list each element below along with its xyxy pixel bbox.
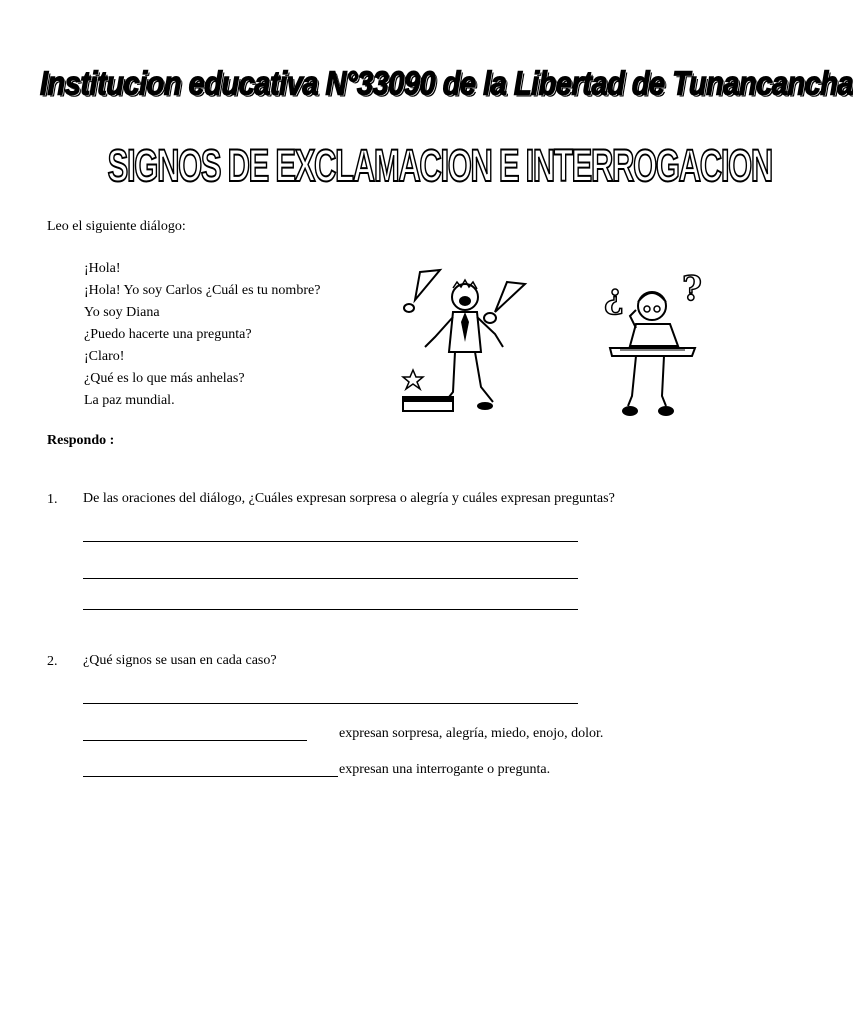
fill-blank-line[interactable] [83,740,307,741]
question-text: ¿Qué signos se usan en cada caso? [83,653,277,668]
dialog-line: Yo soy Diana [84,305,160,320]
dialog-line: ¿Qué es lo que más anhelas? [84,371,245,386]
fill-blank-description: expresan una interrogante o pregunta. [339,762,551,777]
school-name: Institucion educativa N°33090 de la Libertad de Tunancancha [40,65,853,103]
dialog-line: ¡Hola! Yo soy Carlos ¿Cuál es tu nombre? [84,283,321,298]
dialog-line: ¡Claro! [84,349,125,364]
dialog-block [84,258,320,412]
dialog-line: ¿Puedo hacerte una pregunta? [84,327,252,342]
answer-line[interactable] [83,541,578,542]
dialog-line: La paz mundial. [84,393,175,408]
answer-line[interactable] [83,703,578,704]
intro-text: Leo el siguiente diálogo: [47,219,186,234]
worksheet-title: SIGNOS DE EXCLAMACION E INTERROGACION [107,139,773,191]
reading-boy-illustration [600,266,710,426]
dialog-line: ¡Hola! [84,261,121,276]
svg-text:¿: ¿ [604,277,624,317]
fill-blank-line[interactable] [83,776,338,777]
question-text: De las oraciones del diálogo, ¿Cuáles expresan sorpresa o alegría y cuáles expresan preguntas? [83,491,615,506]
shouting-boy-illustration [395,262,535,422]
question-number: 2. [47,654,58,669]
answer-line[interactable] [83,578,578,579]
fill-blank-description: expresan sorpresa, alegría, miedo, enojo, dolor. [339,726,604,741]
respondo-heading: Respondo : [47,433,115,448]
svg-text:?: ? [682,269,702,309]
question-number: 1. [47,492,58,507]
answer-line[interactable] [83,609,578,610]
